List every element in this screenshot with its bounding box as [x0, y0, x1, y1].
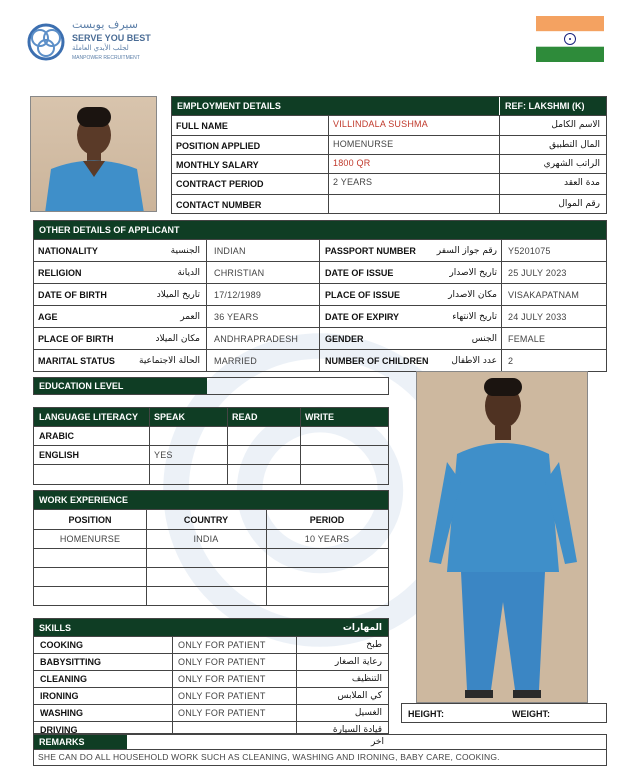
- applicant-field-label: DATE OF EXPIRY: [325, 312, 400, 322]
- education-section: [33, 377, 389, 395]
- row-divider: [34, 636, 388, 637]
- applicant-field-value: VISAKAPATNAM: [508, 290, 580, 300]
- row-divider: [149, 408, 150, 484]
- skill-label: COOKING: [40, 640, 84, 650]
- row-divider: [227, 408, 228, 484]
- row-divider: [319, 239, 320, 371]
- height-label: HEIGHT:: [408, 709, 444, 719]
- language-header-row: [34, 408, 388, 426]
- applicant-field-arabic: رقم جواز السفر: [436, 246, 497, 256]
- applicant-field-arabic: مكان الميلاد: [155, 334, 200, 344]
- row-divider: [34, 721, 388, 722]
- logo-arabic: سيرف يوبست: [72, 18, 138, 31]
- skill-value: ONLY FOR PATIENT: [178, 708, 266, 718]
- applicant-field-label: PLACE OF ISSUE: [325, 290, 401, 300]
- language-section: [33, 407, 389, 485]
- skill-value: ONLY FOR PATIENT: [178, 640, 266, 650]
- row-divider: [172, 135, 606, 136]
- skills-title: SKILLS: [39, 622, 72, 633]
- weight-label: WEIGHT:: [512, 709, 550, 719]
- employment-field-label: POSITION APPLIED: [176, 141, 261, 151]
- india-flag-icon: [536, 16, 604, 62]
- row-divider: [34, 670, 388, 671]
- row-divider: [172, 173, 606, 174]
- work-cell: INDIA: [193, 534, 219, 544]
- employment-field-value: VILLINDALA SUSHMA: [333, 119, 428, 129]
- row-divider: [34, 586, 388, 587]
- employment-details-header: EMPLOYMENT DETAILS: [172, 97, 499, 115]
- employment-field-value: HOMENURSE: [333, 139, 394, 149]
- row-divider: [328, 115, 329, 213]
- applicant-field-value: 36 YEARS: [214, 312, 259, 322]
- employment-field-arabic: مدة العقد: [564, 178, 600, 188]
- logo-mark: [26, 22, 66, 62]
- row-divider: [34, 283, 606, 284]
- applicant-field-arabic: الجنس: [471, 334, 497, 344]
- applicant-field-arabic: تاريخ الانتهاء: [452, 312, 497, 322]
- work-cell: 10 YEARS: [304, 534, 350, 544]
- skill-label: BABYSITTING: [40, 657, 102, 667]
- row-divider: [501, 239, 502, 371]
- row-divider: [34, 239, 606, 240]
- row-divider: [34, 305, 606, 306]
- employment-field-label: FULL NAME: [176, 121, 228, 131]
- row-divider: [296, 636, 297, 733]
- row-divider: [34, 509, 388, 510]
- applicant-field-label: MARITAL STATUS: [38, 356, 115, 366]
- applicant-field-label: RELIGION: [38, 268, 82, 278]
- row-divider: [34, 548, 388, 549]
- skill-label: WASHING: [40, 708, 84, 718]
- employment-field-label: CONTACT NUMBER: [176, 200, 262, 210]
- skill-arabic: الغسيل: [354, 708, 382, 718]
- row-divider: [34, 464, 388, 465]
- employment-field-label: CONTRACT PERIOD: [176, 179, 264, 189]
- skills-header: [34, 619, 388, 636]
- skill-arabic: رعاية الصغار: [334, 657, 382, 667]
- row-divider: [34, 567, 388, 568]
- applicant-field-label: NUMBER OF CHILDREN: [325, 356, 429, 366]
- language-column-header: WRITE: [305, 412, 334, 422]
- language-cell: ENGLISH: [39, 450, 80, 460]
- row-divider: [300, 408, 301, 484]
- employment-field-arabic: رقم الموال: [558, 199, 600, 209]
- row-divider: [34, 426, 388, 427]
- row-divider: [34, 704, 388, 705]
- work-column-header: PERIOD: [309, 515, 345, 525]
- company-logo: [26, 18, 156, 68]
- applicant-field-label: PLACE OF BIRTH: [38, 334, 114, 344]
- row-divider: [34, 261, 606, 262]
- applicant-field-label: AGE: [38, 312, 58, 322]
- skill-arabic: قيادة السيارة: [332, 725, 382, 735]
- applicant-field-value: MARRIED: [214, 356, 257, 366]
- row-divider: [172, 194, 606, 195]
- skill-arabic: التنظيف: [351, 674, 382, 684]
- applicant-field-value: 17/12/1989: [214, 290, 262, 300]
- applicant-field-label: PASSPORT NUMBER: [325, 246, 416, 256]
- education-level-label: EDUCATION LEVEL: [34, 378, 207, 394]
- remarks-section: [33, 734, 607, 766]
- language-column-header: READ: [232, 412, 258, 422]
- row-divider: [499, 115, 500, 213]
- work-column-header: POSITION: [68, 515, 112, 525]
- row-divider: [34, 529, 388, 530]
- row-divider: [206, 239, 207, 371]
- remarks-text: SHE CAN DO ALL HOUSEHOLD WORK SUCH AS CLEANING, WASHING AND IRONING, BABY CARE, COOKING.: [38, 752, 500, 762]
- skill-value: ONLY FOR PATIENT: [178, 657, 266, 667]
- row-divider: [34, 687, 388, 688]
- applicant-field-value: FEMALE: [508, 334, 546, 344]
- language-column-header: SPEAK: [154, 412, 186, 422]
- applicant-field-value: Y5201075: [508, 246, 551, 256]
- work-experience-section: [33, 490, 389, 606]
- skill-arabic: طبخ: [366, 640, 382, 650]
- row-divider: [172, 636, 173, 733]
- skill-label: DRIVING: [40, 725, 78, 735]
- logo-name: SERVE YOU BEST: [72, 33, 151, 43]
- employment-field-value: 2 YEARS: [333, 177, 373, 187]
- applicant-field-value: 25 JULY 2023: [508, 268, 567, 278]
- remarks-header: REMARKS: [34, 735, 127, 749]
- row-divider: [34, 445, 388, 446]
- logo-tagline: MANPOWER RECRUITMENT: [72, 55, 140, 61]
- employment-field-label: MONTHLY SALARY: [176, 160, 259, 170]
- applicant-field-arabic: العمر: [180, 312, 200, 322]
- employment-field-value: 1800 QR: [333, 158, 371, 168]
- work-column-header: COUNTRY: [183, 515, 229, 525]
- applicant-field-arabic: تاريخ الاصدار: [449, 268, 497, 278]
- employment-details-section: [171, 96, 607, 214]
- applicant-field-value: 2: [508, 356, 514, 366]
- skills-section: [33, 618, 389, 734]
- measurements-row: [401, 703, 607, 723]
- applicant-field-arabic: الحالة الاجتماعية: [139, 356, 200, 366]
- row-divider: [172, 115, 606, 116]
- reference-badge: REF: LAKSHMI (K): [499, 97, 606, 115]
- skill-arabic: كي الملابس: [337, 691, 382, 701]
- row-divider: [34, 349, 606, 350]
- work-experience-header: WORK EXPERIENCE: [34, 491, 388, 509]
- language-column-header: LANGUAGE LITERACY: [39, 412, 138, 422]
- row-divider: [172, 154, 606, 155]
- employment-field-arabic: الاسم الكامل: [551, 120, 600, 130]
- employment-field-arabic: المال التطبيق: [549, 140, 600, 150]
- skill-label: IRONING: [40, 691, 79, 701]
- row-divider: [146, 509, 147, 605]
- work-cell: HOMENURSE: [59, 534, 121, 544]
- row-divider: [34, 327, 606, 328]
- applicant-field-arabic: تاريخ الميلاد: [156, 290, 200, 300]
- language-cell: ARABIC: [39, 431, 74, 441]
- applicant-field-arabic: مكان الاصدار: [448, 290, 497, 300]
- other-details-section: [33, 220, 607, 372]
- applicant-field-value: ANDHRAPRADESH: [214, 334, 299, 344]
- applicant-photo-large: [416, 371, 588, 703]
- applicant-field-arabic: الديانة: [177, 268, 200, 278]
- employment-field-arabic: الراتب الشهري: [543, 159, 600, 169]
- applicant-field-label: DATE OF BIRTH: [38, 290, 107, 300]
- row-divider: [266, 509, 267, 605]
- logo-arabic-sub: لجلب الأيدي العاملة: [72, 44, 129, 52]
- applicant-field-label: NATIONALITY: [38, 246, 98, 256]
- other-details-header: OTHER DETAILS OF APPLICANT: [34, 221, 606, 239]
- skill-value: ONLY FOR PATIENT: [178, 691, 266, 701]
- applicant-field-label: DATE OF ISSUE: [325, 268, 394, 278]
- skill-value: ONLY FOR PATIENT: [178, 674, 266, 684]
- skill-label: CLEANING: [40, 674, 87, 684]
- language-cell: YES: [154, 450, 173, 460]
- applicant-field-value: INDIAN: [214, 246, 246, 256]
- applicant-field-value: CHRISTIAN: [214, 268, 265, 278]
- remarks-arabic: اخر: [370, 737, 384, 747]
- row-divider: [34, 653, 388, 654]
- applicant-field-arabic: عدد الاطفال: [451, 356, 497, 366]
- applicant-field-label: GENDER: [325, 334, 364, 344]
- skills-title-arabic: المهارات: [342, 622, 382, 633]
- applicant-photo-small: [30, 96, 157, 212]
- applicant-field-value: 24 JULY 2033: [508, 312, 567, 322]
- applicant-field-arabic: الجنسية: [170, 246, 200, 256]
